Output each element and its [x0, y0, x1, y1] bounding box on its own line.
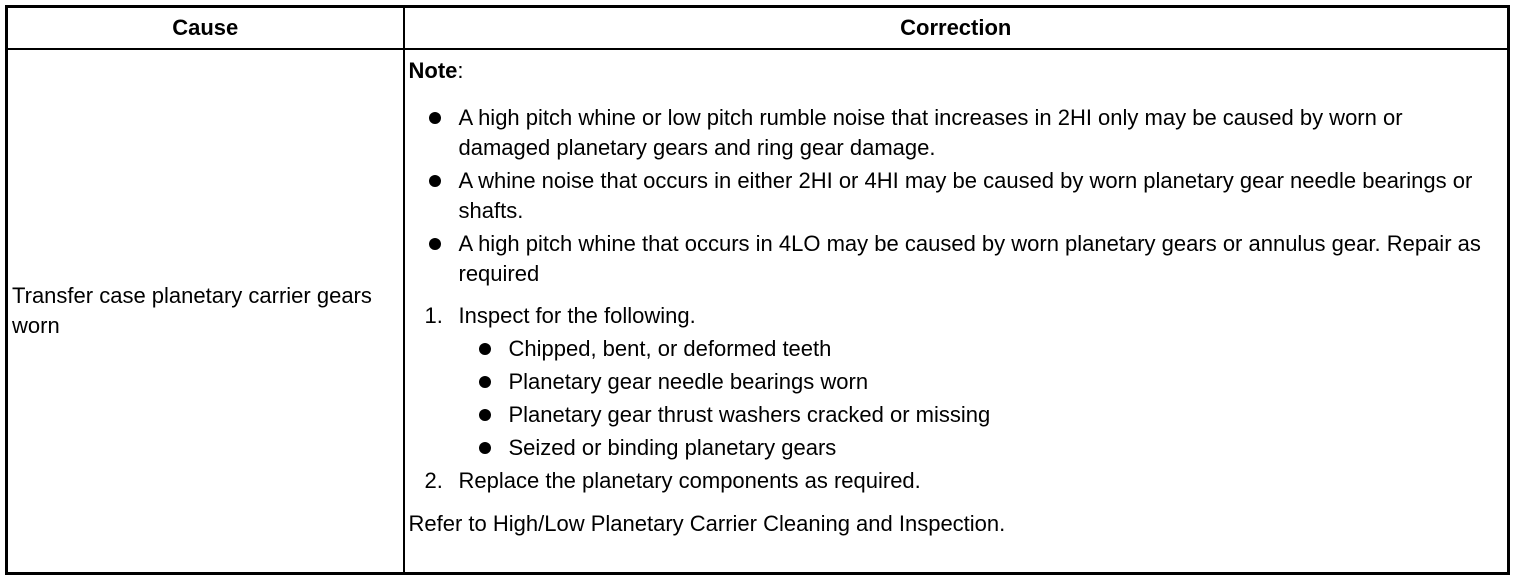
cause-cell: Transfer case planetary carrier gears worn — [7, 49, 404, 574]
bullet-icon — [479, 376, 491, 388]
bullet-icon — [429, 238, 441, 250]
inspection-text: Seized or binding planetary gears — [508, 435, 837, 460]
diagnosis-table — [5, 5, 1510, 575]
refer-link[interactable]: Refer to High/Low Planetary Carrier Cleaning and Inspection. — [408, 511, 1006, 536]
cause-header: Cause — [7, 7, 404, 50]
inspection-text: Planetary gear thrust washers cracked or missing — [508, 402, 991, 427]
note-label: Note — [408, 58, 458, 83]
note-item — [409, 229, 1498, 289]
note-item — [409, 103, 1498, 163]
table-row — [7, 49, 1509, 574]
step-list — [409, 301, 1498, 496]
note-colon: : — [457, 58, 464, 83]
correction-header: Correction — [404, 7, 1509, 50]
note-list — [409, 103, 1498, 289]
note-line — [409, 56, 1498, 86]
inspection-item — [459, 367, 1498, 397]
inspection-item — [459, 433, 1498, 463]
bullet-icon — [429, 112, 441, 124]
bullet-icon — [479, 409, 491, 421]
bullet-icon — [479, 343, 491, 355]
header-row — [7, 7, 1509, 50]
note-text: A high pitch whine or low pitch rumble noise that increases in 2HI only may be caused by worn or damaged planetary gears and ring gear damage. — [458, 105, 1403, 160]
correction-cell — [404, 49, 1509, 574]
inspection-item — [459, 400, 1498, 430]
inspection-text: Chipped, bent, or deformed teeth — [508, 336, 832, 361]
bullet-icon — [429, 175, 441, 187]
inspection-item — [459, 334, 1498, 364]
note-text: A high pitch whine that occurs in 4LO may be caused by worn planetary gears or annulus gear. Repair as required — [458, 231, 1481, 286]
step-text: Replace the planetary components as required. — [458, 468, 921, 493]
inspection-text: Planetary gear needle bearings worn — [508, 369, 869, 394]
step-number: 1. — [424, 303, 443, 328]
note-text: A whine noise that occurs in either 2HI or 4HI may be caused by worn planetary gear needle bearings or shafts. — [458, 168, 1473, 223]
step-number: 2. — [424, 468, 443, 493]
bullet-icon — [479, 442, 491, 454]
step-item — [409, 301, 1498, 463]
step-text: Inspect for the following. — [458, 303, 696, 328]
inspection-list — [459, 334, 1498, 463]
step-item — [409, 466, 1498, 496]
note-item — [409, 166, 1498, 226]
